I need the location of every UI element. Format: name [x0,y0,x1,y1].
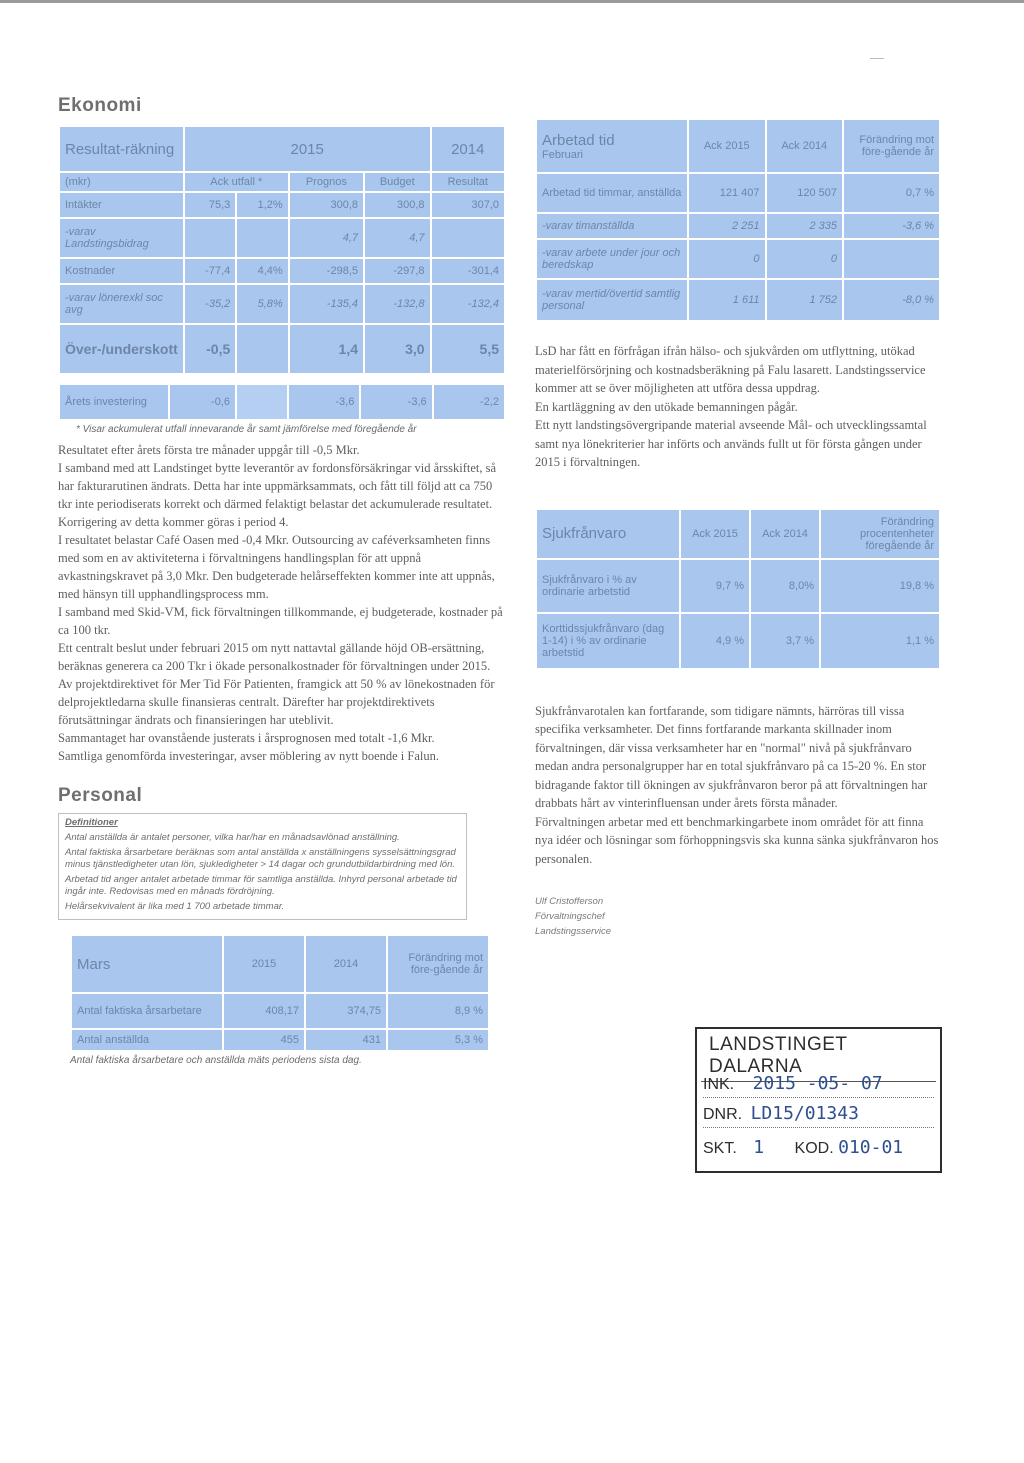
sjuk-paragraph: Förvaltningen arbetar med ett benchmarkingarbete inom området för att finna nya idéer och lösningar som förhoppningsvis ska kunna sänka sjukfrånvaron hos personalen. [535,814,939,866]
resultat-sub-prognos: Prognos [290,173,363,191]
ekonomi-paragraph: Av projektdirektivet för Mer Tid För Patienten, framgick att 50 % av lönekostnaden för delprojektledarna skulle finansieras centralt. Därefter har projektdirektivets förutsättningar ändrats och finansieringen har uteblivit. [58,677,495,727]
personal-heading: Personal [58,785,143,806]
table-cell: 0 [767,240,843,278]
table-cell: -3,6 [361,385,431,419]
resultat-sub-resultat: Resultat [432,173,504,191]
table-row-label: Över-/underskott [60,325,183,373]
table-row-label: -varav lönerexkl soc avg [60,285,183,323]
stamp-ink-value: 2015 -05- 07 [752,1073,883,1094]
table-cell: -8,0 % [844,280,939,320]
table-cell: 75,3 [185,193,235,217]
table-cell: 2 335 [767,214,843,238]
stamp-kod-label: KOD. [794,1140,834,1157]
table-cell: 1 611 [689,280,765,320]
table-cell: 455 [224,1030,304,1050]
arbetad-hdr-ack2015: Ack 2015 [689,120,765,172]
scan-mark [870,58,884,59]
sjuk-paragraph: Sjukfrånvarotalen kan fortfarande, som tidigare nämnts, härröras till vissa specifika verksamheter. Det finns fortfarande markanta skillnader inom förvaltningen, där vissa verksamheter har en "normal" nivå på sjukfrånvaro medan andra personalgrupper har en total sjukfrånvaro på ca 15-20 %. En stor bidragande faktor till ökningen av sjukfrånvaron beror på att förvaltningen har drabbats hårt av vinterinfluensan under årets första månader. [535,703,928,810]
table-cell: 5,3 % [388,1030,488,1050]
resultat-table [58,125,506,375]
resultat-sub-ack: Ack utfall * [185,173,288,191]
investering-table [58,383,506,421]
table-cell: -135,4 [290,285,363,323]
table-cell: 3,0 [365,325,430,373]
table-cell: -301,4 [432,259,504,283]
table-cell [844,240,939,278]
table-cell: 300,8 [365,193,430,217]
table-cell: -3,6 [289,385,359,419]
table-row-label: Arbetad tid timmar, anställda [537,174,687,212]
sjuk-hdr-ack2015: Ack 2015 [681,510,749,558]
table-cell: 374,75 [306,994,386,1028]
mars-hdr-2015: 2015 [224,936,304,992]
table-cell [237,385,287,419]
table-row-label: Antal faktiska årsarbetare [72,994,222,1028]
mars-hdr-2014: 2014 [306,936,386,992]
arbetad-hdr-label [537,120,687,172]
arbetad-paragraph: Ett nytt landstingsövergripande material avseende Mål- och utvecklingssamtal samt nya lönekriterier har införts och används fullt ut för första gången under 2015 i förvaltningen. [535,418,927,469]
table-cell: -0,6 [170,385,235,419]
table-cell: 1,4 [290,325,363,373]
table-row-label: Kostnader [60,259,183,283]
table-row-label: Årets investering [60,385,168,419]
sjuk-hdr-change: Förändring procentenheter föregående år [821,510,939,558]
sjuk-hdr-ack2014: Ack 2014 [751,510,819,558]
signature-block [535,894,941,939]
sjuk-hdr-label: Sjukfrånvaro [537,510,679,558]
table-cell [237,219,287,257]
table-cell: 121 407 [689,174,765,212]
table-cell: -35,2 [185,285,235,323]
table-cell: 408,17 [224,994,304,1028]
definition-item: Arbetad tid anger antalet arbetade timmar för samtliga anställda. Inhyrd personal arbetade tid ingår inte. Redovisas med en månads fördröjning. [65,874,457,897]
resultat-hdr-2015: 2015 [185,127,430,171]
arbetad-hdr-title: Arbetad tid [542,131,615,149]
table-cell [432,219,504,257]
table-cell: 5,5 [432,325,504,373]
resultat-hdr-label: Resultat-räkning [60,127,183,171]
table-cell: 300,8 [290,193,363,217]
table-cell: 4,7 [365,219,430,257]
definitions-title: Definitioner [65,817,118,828]
ekonomi-paragraph: I resultatet belastar Café Oasen med -0,4 Mkr. Outsourcing av caféverksamheten finns med som en av aktiviteterna i förvaltningens handlingsplan för att uppnå avkastningskravet på 3,0 Mkr. Den budgeterade helårseffekten kommer inte att uppnås, med hänsyn till upphandlingsprocess mm. [58,533,495,601]
stamp-skt-label: SKT. [703,1140,737,1157]
arbetad-hdr-ack2014: Ack 2014 [767,120,843,172]
sjukfranvaro-table [535,508,941,670]
table-cell: 8,9 % [388,994,488,1028]
table-cell: 4,7 [290,219,363,257]
ekonomi-paragraph: Resultatet efter årets första tre månader uppgår till -0,5 Mkr. [58,443,360,457]
table-cell: -3,6 % [844,214,939,238]
table-cell: -77,4 [185,259,235,283]
ekonomi-paragraph: Ett centralt beslut under februari 2015 om nytt nattavtal gällande höjd OB-ersättning, beräknas generera ca 200 Tkr i ökade personalkostnader för förvaltningen under 2015. [58,641,491,673]
table-row-label: -varav mertid/övertid samtlig personal [537,280,687,320]
table-cell: 1,2% [237,193,287,217]
stamp-divider [703,1127,934,1128]
definitions-box [58,813,467,920]
stamp-ink-label: INK. [703,1076,735,1093]
table-cell: 4,9 % [681,614,749,668]
stamp-skt-row [703,1137,903,1158]
table-cell: 4,4% [237,259,287,283]
scan-top-edge [0,0,1024,3]
stamp-title: LANDSTINGET DALARNA [701,1029,936,1082]
table-cell: 120 507 [767,174,843,212]
stamp-kod-value: 010-01 [838,1137,904,1158]
table-cell: 19,8 % [821,560,939,612]
stamp-dnr-row [703,1103,859,1124]
ekonomi-paragraph: Sammantaget har ovanstående justerats i årsprognosen med totalt -1,6 Mkr. [58,731,435,745]
definition-item: Antal anställda är antalet personer, vilka har/har en månadsavlönad anställning. [65,832,400,843]
table-cell: 5,8% [237,285,287,323]
arbetad-tid-table [535,118,941,322]
definition-item: Antal faktiska årsarbetare beräknas som antal anställda x anställningens sysselsättningsgrad minus tjänstledigheter utan lön, sjukledigheter > 14 dagar och grundutbildarbirdning med lön. [65,847,456,870]
received-stamp [695,1027,942,1173]
left-column [58,95,506,1072]
table-cell: -298,5 [290,259,363,283]
ekonomi-paragraph: I samband med Skid-VM, fick förvaltningen tillkommande, ej budgeterade, kostnader på ca 100 tkr. [58,605,503,637]
table-cell [185,219,235,257]
signature-title: Förvaltningschef [535,911,605,922]
signature-name: Ulf Cristofferson [535,896,604,907]
stamp-skt-value: 1 [753,1137,765,1158]
table-row-label: Antal anställda [72,1030,222,1050]
table-row-label: Sjukfrånvaro i % av ordinarie arbetstid [537,560,679,612]
table-cell: 9,7 % [681,560,749,612]
table-cell: -132,4 [432,285,504,323]
stamp-ink-row [703,1073,883,1094]
table-row-label: -varav arbete under jour och beredskap [537,240,687,278]
table-cell [237,325,287,373]
resultat-sub-label: (mkr) [60,173,183,191]
right-column [535,118,941,939]
arbetad-paragraph: En kartläggning av den utökade bemanningen pågår. [535,399,798,414]
ekonomi-heading: Ekonomi [58,95,142,116]
table-cell: 1 752 [767,280,843,320]
ekonomi-paragraph: Samtliga genomförda investeringar, avser möblering av nytt boende i Falun. [58,749,439,763]
table-cell: 3,7 % [751,614,819,668]
arbetad-hdr-sub: Februari [542,148,583,161]
table-cell: 8,0% [751,560,819,612]
resultat-sub-budget: Budget [365,173,430,191]
table-cell: 2 251 [689,214,765,238]
table-cell: 1,1 % [821,614,939,668]
ekonomi-paragraph: I samband med att Landstinget bytte leverantör av fordonsförsäkringar vid årsskiftet, så har fakturarutinen ändrats. Detta har inte uppmärksammats, och fått till följd att ca 750 tkr inte periodiserats korrekt och därmed felaktigt belastar det ackumulerade resultatet. Korrigering av detta kommer göras i period 4. [58,461,497,529]
mars-hdr-change: Förändring mot före-gående år [388,936,488,992]
resultat-hdr-2014: 2014 [432,127,504,171]
table-cell: -0,5 [185,325,235,373]
table-row-label: -varav timanställda [537,214,687,238]
table-cell: 431 [306,1030,386,1050]
signature-org: Landstingsservice [535,926,612,937]
table-row-label: -varav Landstingsbidrag [60,219,183,257]
table-cell: -2,2 [434,385,504,419]
table-row-label: Intäkter [60,193,183,217]
stamp-divider [703,1097,934,1098]
arbetad-hdr-change: Förändring mot före-gående år [844,120,939,172]
table-row-label: Korttidssjukfrånvaro (dag 1-14) i % av ordinarie arbetstid [537,614,679,668]
table-cell: -132,8 [365,285,430,323]
stamp-dnr-value: LD15/01343 [750,1103,859,1124]
table-cell: 307,0 [432,193,504,217]
table-cell: -297,8 [365,259,430,283]
table-cell: 0 [689,240,765,278]
arbetad-paragraph: LsD har fått en förfrågan ifrån hälso- och sjukvården om utflyttning, utökad materielförsörjning och kostnadsberäkning på Falu lasarett. Landstingsservice kommer att se över möjligheten att utföra dessa uppdrag. [535,344,926,395]
stamp-dnr-label: DNR. [703,1106,743,1123]
mars-hdr-label: Mars [72,936,222,992]
table-cell: 0,7 % [844,174,939,212]
mars-table [70,934,490,1052]
definition-item: Helårsekvivalent är lika med 1 700 arbetade timmar. [65,901,285,912]
resultat-note: * Visar ackumulerat utfall innevarande år samt jämförelse med föregående år [76,424,417,435]
mars-note: Antal faktiska årsarbetare och anställda mäts periodens sista dag. [70,1055,362,1066]
